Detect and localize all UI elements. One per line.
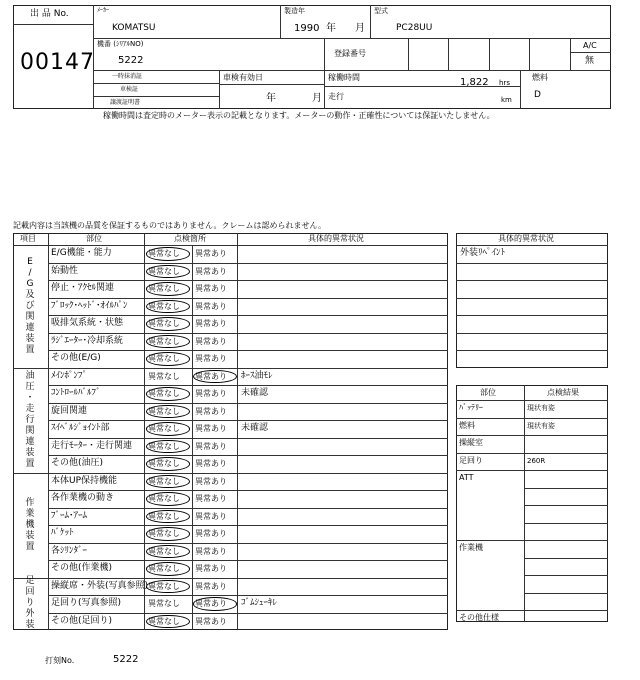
hours-value: 1,822	[460, 77, 489, 88]
normal-option: 異常なし	[148, 476, 180, 486]
abnormal-option: 異常あり	[195, 441, 227, 451]
abnormal-circle	[193, 597, 237, 611]
group-label-char: り	[25, 598, 35, 609]
results-part: 操縦室	[459, 438, 483, 447]
hours-note: 稼働時間は査定時のメーター表示の記載となります。メーターの動作・正確性については保証いたしません。	[103, 111, 495, 120]
group-label-char: び	[25, 300, 35, 311]
normal-circle	[146, 615, 190, 629]
part-name: ﾊﾞｹｯﾄ	[51, 528, 74, 538]
part-name: その他(足回り)	[51, 615, 113, 626]
abnormal-option: 異常あり	[195, 389, 227, 398]
abnormal-option: 異常あり	[195, 494, 227, 503]
model-value: PC28UU	[396, 23, 433, 33]
abnormal-option: 異常あり	[195, 564, 227, 573]
group-label-char: 関	[25, 311, 35, 322]
abnormal-option: 異常あり	[195, 249, 227, 258]
col-part: 部位	[86, 234, 102, 243]
normal-circle	[146, 440, 190, 454]
abnormal-option: 異常あり	[195, 529, 227, 538]
normal-circle	[146, 457, 190, 471]
part-name: その他(E/G)	[51, 353, 101, 363]
group-label-char: 圧	[25, 381, 35, 392]
part-name: ｺﾝﾄﾛｰﾙﾊﾞﾙﾌﾞ	[51, 388, 101, 398]
abnormal-option: 異常あり	[195, 459, 227, 468]
group-label	[24, 257, 36, 356]
fuel-value: D	[534, 90, 541, 100]
normal-circle	[146, 580, 190, 594]
normal-circle	[146, 527, 190, 541]
normal-option: 異常なし	[148, 336, 180, 346]
detail-text: 未確認	[241, 423, 269, 433]
normal-option: 異常なし	[148, 529, 180, 538]
normal-option: 異常なし	[148, 616, 180, 626]
km-unit: km	[501, 96, 512, 104]
abnormal-option: 異常あり	[195, 599, 227, 608]
results-value: 260R	[527, 456, 546, 465]
normal-circle	[146, 300, 190, 314]
part-name: 各ｼﾘﾝﾀﾞｰ	[51, 545, 88, 556]
part-name: 旋回関連	[51, 405, 88, 416]
group-label-char: E	[27, 256, 33, 267]
inspect-year-unit: 年	[266, 93, 276, 104]
normal-option: 異常なし	[148, 494, 180, 503]
abnormal-option: 異常あり	[195, 406, 227, 416]
abnormal-option: 異常あり	[195, 319, 227, 328]
group-label-char: 外	[25, 609, 35, 620]
group-label-char: 機	[25, 519, 35, 530]
part-name: ﾗｼﾞｴｰﾀｰ･冷却系統	[51, 335, 124, 346]
fuel-label: 燃料	[532, 73, 548, 82]
reg-label: 登録番号	[334, 49, 366, 58]
normal-option: 異常なし	[148, 371, 180, 381]
normal-option: 異常なし	[148, 284, 180, 293]
group-label-char: 装	[25, 447, 35, 458]
normal-option: 異常なし	[148, 354, 180, 363]
abnormal-option: 異常あり	[195, 581, 227, 591]
normal-circle	[146, 352, 190, 366]
year-label: 製造年	[284, 7, 305, 15]
part-name: 走行ﾓｰﾀｰ・走行関連	[51, 440, 133, 451]
inspect-label: 車検有効日	[223, 73, 263, 82]
group-label-char: 置	[25, 458, 35, 469]
normal-option: 異常なし	[148, 389, 180, 398]
abnormal-option: 異常あり	[195, 301, 227, 311]
sonota-label: その他仕様	[459, 613, 499, 622]
normal-option: 異常なし	[148, 406, 180, 416]
col-check: 点検箇所	[174, 234, 206, 243]
ac-value: 無	[585, 56, 595, 66]
group-label-char: 関	[25, 425, 35, 436]
results-col-result: 点検結果	[547, 388, 579, 397]
shaken-label: 車検証	[120, 86, 139, 93]
results-part: 燃料	[459, 420, 475, 430]
km-label: 走行	[328, 92, 344, 101]
normal-option: 異常なし	[148, 459, 180, 468]
group-label-char: 置	[25, 344, 35, 355]
abnormal-option: 異常あり	[195, 354, 227, 363]
normal-circle	[146, 545, 190, 559]
part-name: 始動性	[51, 265, 79, 276]
group-label-char: 装	[25, 333, 35, 344]
abnormal-option: 異常あり	[195, 511, 227, 521]
col-detail: 具体的異常状況	[308, 234, 364, 243]
normal-circle	[146, 422, 190, 436]
detail-text: ｺﾞﾑｼｭｰｷﾚ	[241, 598, 278, 608]
maker-label: ﾒｰｶｰ	[97, 7, 110, 14]
group-label-char: /	[28, 267, 32, 278]
group-label-char: G	[26, 278, 34, 289]
group-label-char: 連	[25, 436, 35, 447]
ac-label: A/C	[583, 41, 597, 50]
group-label-char: 油	[25, 370, 35, 381]
abnormal-circle	[193, 370, 237, 384]
group-label-char: 装	[25, 530, 35, 541]
quality-note: 記載内容は当該機の品質を保証するものではありません。クレームは認められません。	[13, 221, 326, 230]
group-label	[24, 498, 36, 553]
joto-label: 譲渡証明書	[110, 99, 141, 106]
normal-option: 異常なし	[148, 424, 180, 433]
normal-circle	[146, 562, 190, 576]
abnormal-option: 異常あり	[195, 476, 227, 486]
hours-label: 稼働時間	[328, 73, 360, 82]
part-name: ｽｲﾍﾞﾙｼﾞｮｲﾝﾄ部	[51, 423, 110, 433]
year-value: 1990	[294, 23, 320, 34]
serial-value: 5222	[118, 55, 144, 66]
abnormal-option: 異常あり	[195, 336, 227, 346]
normal-circle	[146, 247, 190, 261]
inspect-month-unit: 月	[312, 93, 322, 104]
group-label-char: 置	[25, 541, 35, 552]
part-name: ﾌﾞｰﾑ･ｱｰﾑ	[51, 510, 88, 521]
part-name: 操縦席・外装(写真参照)	[51, 580, 149, 591]
part-name: ﾌﾞﾛｯｸ･ﾍｯﾄﾞ･ｵｲﾙﾊﾟﾝ	[51, 300, 128, 311]
part-name: 各作業機の動き	[51, 493, 115, 503]
group-label-char: 作	[25, 497, 35, 508]
results-value: 現状有姿	[527, 421, 555, 430]
serial-label: 機番 (ｼﾘｱﾙNO)	[97, 40, 144, 48]
results-part: ATT	[459, 473, 474, 482]
normal-circle	[146, 387, 190, 401]
normal-option: 異常なし	[148, 581, 180, 591]
normal-option: 異常なし	[148, 319, 180, 328]
detail-text: ﾎｰｽ油ﾓﾚ	[241, 370, 273, 381]
normal-option: 異常なし	[148, 564, 180, 573]
normal-circle	[146, 265, 190, 279]
detail-first-row: 外装ﾘﾍﾟｲﾝﾄ	[460, 248, 506, 258]
group-label-char: 走	[25, 403, 35, 414]
part-name: E/G機能・能力	[51, 248, 112, 258]
normal-option: 異常なし	[148, 546, 180, 556]
normal-circle	[146, 335, 190, 349]
group-label-char: 装	[25, 620, 35, 631]
results-part: 足回り	[459, 455, 483, 465]
normal-circle	[146, 492, 190, 506]
hours-unit: hrs	[499, 79, 510, 87]
detail-text: 未確認	[241, 388, 269, 398]
stamp-no-label: 打刻No.	[45, 656, 75, 665]
group-label	[24, 576, 36, 631]
normal-circle	[146, 510, 190, 524]
part-name: 停止・ｱｸｾﾙ関連	[51, 283, 115, 293]
normal-option: 異常なし	[148, 441, 180, 451]
listing-no-label: 出 品 No.	[30, 9, 69, 19]
normal-option: 異常なし	[148, 249, 180, 258]
normal-circle	[146, 405, 190, 419]
detail-header: 具体的異常状況	[498, 234, 554, 243]
results-col-part: 部位	[480, 388, 496, 397]
normal-circle	[146, 282, 190, 296]
part-name: その他(作業機)	[51, 563, 113, 573]
col-item: 項目	[20, 234, 36, 243]
normal-circle	[146, 317, 190, 331]
group-label-char: 及	[25, 289, 35, 300]
group-label-char: 行	[25, 414, 35, 425]
abnormal-option: 異常あり	[195, 371, 227, 381]
normal-option: 異常なし	[148, 599, 180, 608]
group-label-char: ・	[25, 392, 35, 403]
normal-circle	[146, 475, 190, 489]
abnormal-option: 異常あり	[195, 546, 227, 556]
results-part: ﾊﾞｯﾃﾘｰ	[459, 403, 483, 412]
normal-option: 異常なし	[148, 301, 180, 311]
stamp-no-value: 5222	[113, 654, 139, 665]
abnormal-option: 異常あり	[195, 616, 227, 626]
abnormal-option: 異常あり	[195, 284, 227, 293]
normal-option: 異常なし	[148, 266, 180, 276]
group-label-char: 回	[25, 587, 35, 598]
part-name: 吸排気系統・状態	[51, 318, 124, 328]
ichiji-label: 一時抹消証	[112, 73, 143, 80]
part-name: 本体UP保持機能	[51, 475, 118, 486]
group-label-char: 業	[25, 508, 35, 519]
part-name: ﾒｲﾝﾎﾟﾝﾌﾟ	[51, 370, 88, 381]
normal-option: 異常なし	[148, 511, 180, 521]
group-label-char: 足	[25, 576, 35, 587]
maker-value: KOMATSU	[112, 23, 156, 33]
model-label: 型式	[374, 7, 388, 15]
part-name: 足回り(写真参照)	[51, 598, 122, 608]
month-unit: 月	[355, 23, 365, 34]
year-unit: 年	[326, 23, 336, 34]
listing-no-value: 00147	[20, 50, 95, 75]
abnormal-option: 異常あり	[195, 266, 227, 276]
part-name: その他(油圧)	[51, 458, 104, 468]
abnormal-option: 異常あり	[195, 424, 227, 433]
sagyoki-label: 作業機	[459, 543, 483, 552]
group-label-char: 連	[25, 322, 35, 333]
group-label	[24, 371, 36, 470]
results-value: 現状有姿	[527, 404, 555, 412]
